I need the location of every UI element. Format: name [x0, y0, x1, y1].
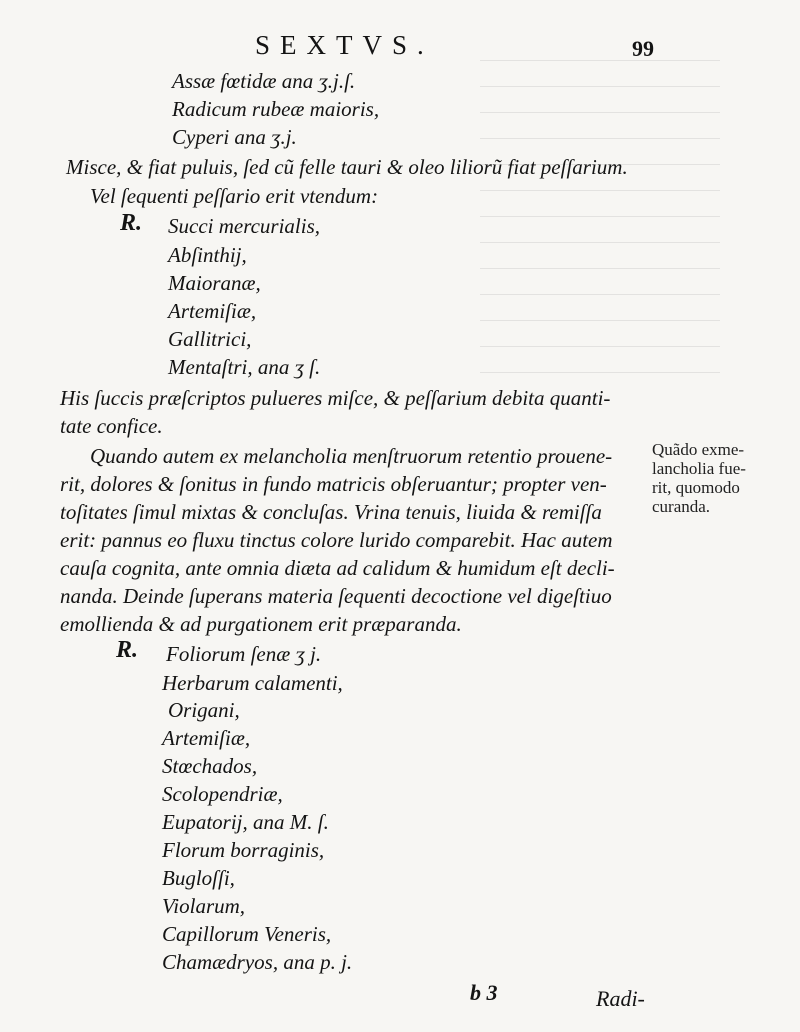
text-line: rit, dolores & ſonitus in fundo matricis obſeruantur; propter ven-	[60, 472, 607, 496]
text-line: erit: pannus eo fluxu tinctus colore lurido comparebit. Hac autem	[60, 528, 613, 552]
text-line: Assæ fœtidæ ana ʒ.j.ſ.	[172, 69, 356, 93]
text-line: Misce, & fiat puluis, ſed cũ felle tauri & oleo liliorũ fiat peſſarium.	[66, 155, 628, 179]
text-line: Herbarum calamenti,	[162, 671, 343, 695]
text-line: Bugloſſi,	[162, 866, 235, 890]
text-line: Eupatorij, ana M. ſ.	[162, 810, 329, 834]
text-line: Succi mercurialis,	[168, 214, 321, 238]
text-line: Artemiſiæ,	[162, 726, 251, 750]
text-line: His ſuccis præſcriptos pulueres miſce, & peſſarium debita quanti-	[60, 386, 611, 410]
text-line: tate confice.	[60, 414, 163, 438]
text-line: Radicum rubeæ maioris,	[172, 97, 380, 121]
signature-mark: b 3	[470, 980, 498, 1005]
marginal-note	[652, 440, 792, 516]
text-line: Abſinthij,	[168, 243, 247, 267]
text-line: Capillorum Veneris,	[162, 922, 332, 946]
text-line: Quando autem ex melancholia menſtruorum retentio prouene-	[90, 444, 613, 468]
text-line: Chamædryos, ana p. j.	[162, 950, 353, 974]
text-line: Violarum,	[162, 894, 246, 918]
text-line: emollienda & ad purgationem erit præparanda.	[60, 612, 462, 636]
text-line: Florum borraginis,	[162, 838, 325, 862]
text-line: Scolopendriæ,	[162, 782, 283, 806]
text-line: Maioranæ,	[168, 271, 261, 295]
page-number: 99	[632, 36, 654, 61]
marginal-note-line: Quãdo exme-	[652, 440, 745, 459]
show-through-texture	[480, 60, 720, 390]
running-head: SEXTVS.	[255, 30, 434, 60]
text-line: cauſa cognita, ante omnia diæta ad calidum & humidum eſt decli-	[60, 556, 615, 580]
text-line: Stœchados,	[162, 754, 258, 778]
marginal-note-line: curanda.	[652, 497, 711, 516]
text-line: Origani,	[168, 698, 240, 722]
recipe-symbol: R.	[120, 210, 143, 236]
text-line: Cyperi ana ʒ.j.	[172, 125, 297, 149]
text-line: Artemiſiæ,	[168, 299, 257, 323]
recipe-symbol: R.	[116, 637, 139, 663]
marginal-note-line: lancholia fue-	[652, 459, 746, 478]
page-footer	[0, 980, 800, 1020]
catchword: Radi-	[596, 986, 645, 1011]
text-line: toſitates ſimul mixtas & concluſas. Vrina tenuis, liuida & remiſſa	[60, 500, 602, 524]
text-line: Gallitrici,	[168, 327, 252, 351]
text-line: nanda. Deinde ſuperans materia ſequenti decoctione vel digeſtiuo	[60, 584, 612, 608]
marginal-note-line: rit, quomodo	[652, 478, 740, 497]
text-line: Vel ſequenti peſſario erit vtendum:	[90, 184, 379, 208]
text-line: Foliorum ſenæ ʒ j.	[166, 642, 322, 666]
text-line: Mentaſtri, ana ʒ ſ.	[168, 355, 321, 379]
page-header	[0, 30, 800, 64]
